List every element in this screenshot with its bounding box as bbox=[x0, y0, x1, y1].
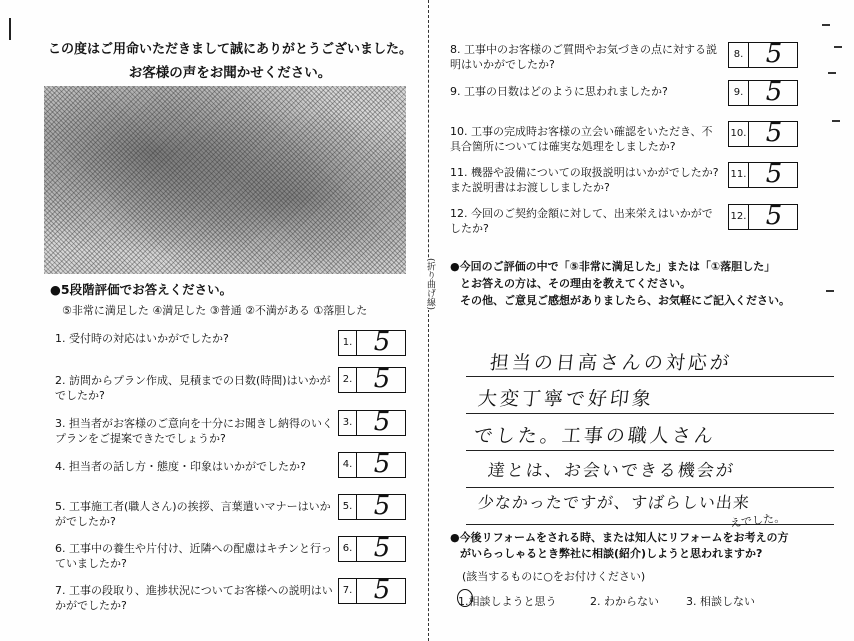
question-3: 3. 担当者がお客様のご意向を十分にお聞きし納得のいくプランをご提案できたでしょうか? bbox=[55, 417, 333, 445]
comment-instruction-1: ●今回のご評価の中で「⑤非常に満足した」または「①落胆した」 bbox=[450, 260, 776, 273]
answer-box-number: 9. bbox=[729, 81, 749, 105]
answer-value: 5 bbox=[765, 39, 783, 69]
answer-box-3 bbox=[338, 407, 406, 437]
answer-box-number: 12. bbox=[729, 205, 749, 229]
question-1: 1. 受付時の対応はいかがでしたか? bbox=[55, 332, 229, 345]
answer-box-10 bbox=[728, 118, 798, 148]
answer-box-number: 4. bbox=[339, 453, 357, 477]
answer-box-7 bbox=[338, 575, 406, 605]
referral-option-1[interactable]: 1.相談しようと思う bbox=[458, 595, 557, 608]
scan-edge-mark bbox=[9, 18, 11, 40]
fold-label: (折り曲げ線) bbox=[421, 258, 435, 310]
rating-scale: ⑤非常に満足した ④満足した ③普通 ②不満がある ①落胆した bbox=[62, 304, 368, 317]
answer-box-1 bbox=[338, 327, 406, 357]
answer-value: 5 bbox=[765, 118, 783, 148]
answer-box-9 bbox=[728, 77, 798, 107]
handwritten-line-3: でした。工事の職人さん bbox=[472, 425, 718, 447]
scan-artifact bbox=[826, 290, 834, 292]
referral-option-2[interactable]: 2. わからない bbox=[590, 595, 659, 608]
answer-box-number: 11. bbox=[729, 163, 749, 187]
answer-box-number: 10. bbox=[729, 122, 749, 146]
question-4: 4. 担当者の話し方・態度・印象はいかがでしたか? bbox=[55, 460, 306, 473]
comment-instruction-2: とお答えの方は、その理由を教えてください。 bbox=[460, 277, 691, 290]
scan-artifact bbox=[834, 46, 842, 48]
answer-box-4 bbox=[338, 449, 406, 479]
answer-box-number: 8. bbox=[729, 43, 749, 67]
handwritten-line-5: 少なかったですが、すばらしい出来 bbox=[476, 493, 751, 512]
question-8: 8. 工事中のお客様のご質問やお気づきの点に対する説明はいかがでしたか? bbox=[450, 43, 717, 71]
answer-value: 5 bbox=[373, 364, 391, 394]
scan-artifact bbox=[828, 72, 836, 74]
answer-value: 5 bbox=[373, 449, 391, 479]
answer-box-number: 1. bbox=[339, 331, 357, 355]
question-10: 10. 工事の完成時お客様の立会い確認をいただき、不具合箇所については確実な処理をしましたか? bbox=[450, 125, 713, 153]
redacted-photo bbox=[44, 86, 406, 274]
question-2: 2. 訪問からプラン作成、見積までの日数(時間)はいかがでしたか? bbox=[55, 374, 331, 402]
fold-line bbox=[428, 0, 429, 641]
answer-box-number: 3. bbox=[339, 411, 357, 435]
answer-box-12 bbox=[728, 201, 798, 231]
answer-value: 5 bbox=[373, 407, 391, 437]
answer-box-number: 6. bbox=[339, 537, 357, 561]
greeting-request: お客様の声をお聞かせください。 bbox=[128, 65, 332, 81]
referral-hint: (該当するものに○をお付けください) bbox=[462, 570, 646, 583]
scan-artifact bbox=[822, 24, 830, 26]
handwritten-line-2: 大変丁寧で好印象 bbox=[476, 388, 656, 410]
answer-box-11 bbox=[728, 159, 798, 189]
question-9: 9. 工事の日数はどのように思われましたか? bbox=[450, 85, 668, 98]
answer-value: 5 bbox=[765, 77, 783, 107]
handwritten-line-6: えでした。 bbox=[729, 511, 786, 530]
answer-box-8 bbox=[728, 39, 798, 69]
answer-value: 5 bbox=[765, 201, 783, 231]
question-6: 6. 工事中の養生や片付け、近隣への配慮はキチンと行っていましたか? bbox=[55, 542, 332, 570]
comment-instruction-3: その他、ご意見ご感想がありましたら、お気軽にご記入ください。 bbox=[460, 294, 790, 307]
handwritten-line-4: 達とは、お会いできる機会が bbox=[486, 461, 736, 481]
question-11: 11. 機器や設備についての取扱説明はいかがでしたか?また説明書はお渡ししましたか? bbox=[450, 166, 719, 194]
answer-box-number: 5. bbox=[339, 495, 357, 519]
scan-artifact bbox=[832, 120, 840, 122]
question-5: 5. 工事施工者(職人さん)の挨拶、言葉遣いマナーはいかがでしたか? bbox=[55, 500, 331, 528]
question-7: 7. 工事の段取り、進捗状況についてお客様への説明はいかがでしたか? bbox=[55, 584, 333, 612]
answer-box-5 bbox=[338, 491, 406, 521]
answer-value: 5 bbox=[373, 491, 391, 521]
answer-box-number: 7. bbox=[339, 579, 357, 603]
referral-question-1: ●今後リフォームをされる時、または知人にリフォームをお考えの方 bbox=[450, 531, 789, 544]
rating-heading: ●5段階評価でお答えください。 bbox=[50, 282, 233, 297]
answer-value: 5 bbox=[373, 327, 391, 357]
answer-value: 5 bbox=[373, 575, 391, 605]
greeting-line: この度はご用命いただきまして誠にありがとうございました。 bbox=[47, 42, 412, 57]
referral-option-3[interactable]: 3. 相談しない bbox=[686, 595, 755, 608]
question-12: 12. 今回のご契約金額に対して、出来栄えはいかがでしたか? bbox=[450, 207, 713, 235]
answer-value: 5 bbox=[373, 533, 391, 563]
answer-box-2 bbox=[338, 364, 406, 394]
answer-value: 5 bbox=[765, 159, 783, 189]
answer-box-6 bbox=[338, 533, 406, 563]
referral-question-2: がいらっしゃるとき弊社に相談(紹介)しようと思われますか? bbox=[460, 547, 763, 560]
handwritten-line-1: 担当の日高さんの対応が bbox=[488, 352, 734, 374]
answer-box-number: 2. bbox=[339, 368, 357, 392]
